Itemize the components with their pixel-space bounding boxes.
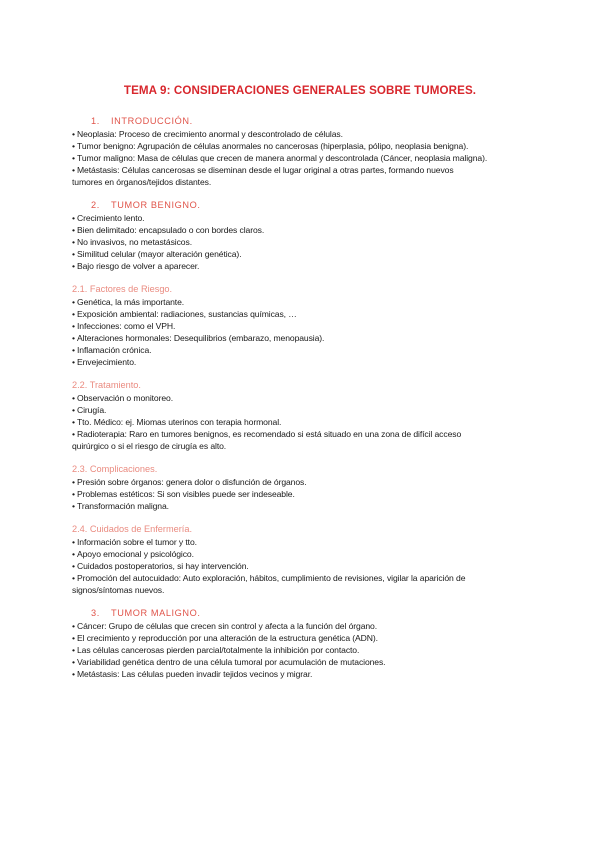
- subsection-tratamiento: [72, 379, 560, 452]
- section-number: 1.: [91, 116, 100, 126]
- list-item-continuation: signos/síntomas nuevos.: [72, 585, 165, 595]
- list-item: • Variabilidad genética dentro de una célula tumoral por acumulación de mutaciones.: [72, 657, 386, 667]
- subsection-title: 2.4. Cuidados de Enfermería.: [72, 524, 193, 534]
- list-item: • El crecimiento y reproducción por una alteración de la estructura genética (ADN).: [72, 633, 378, 643]
- subsection-title: 2.1. Factores de Riesgo.: [72, 284, 173, 294]
- section-title: TUMOR BENIGNO.: [111, 200, 201, 210]
- subsection-factores-riesgo: [72, 283, 560, 368]
- list-item: • Metástasis: Células cancerosas se diseminan desde el lugar original a otras partes, formando nuevos: [72, 165, 454, 175]
- list-item: • Metástasis: Las células pueden invadir tejidos vecinos y migrar.: [72, 669, 313, 679]
- list-item: • Tumor benigno: Agrupación de células anormales no cancerosas (hiperplasia, pólipo, neoplasia benigna).: [72, 141, 469, 151]
- section-heading: [72, 115, 560, 127]
- list-item: • Genética, la más importante.: [72, 297, 185, 307]
- list-item: • No invasivos, no metastásicos.: [72, 237, 192, 247]
- section-heading: [72, 199, 560, 211]
- list-item: • Neoplasia: Proceso de crecimiento anormal y descontrolado de células.: [72, 129, 343, 139]
- bullet-list: [72, 476, 560, 512]
- list-item: • Observación o monitoreo.: [72, 393, 174, 403]
- list-item: • Crecimiento lento.: [72, 213, 145, 223]
- list-item-continuation: tumores en órganos/tejidos distantes.: [72, 177, 212, 187]
- list-item: • Radioterapia: Raro en tumores benignos, es recomendado si está situado en una zona de difícil acceso: [72, 429, 462, 439]
- section-tumor-maligno: [72, 607, 560, 680]
- list-item: • Información sobre el tumor y tto.: [72, 537, 197, 547]
- section-title: TUMOR MALIGNO.: [111, 608, 201, 618]
- list-item: • Infecciones: como el VPH.: [72, 321, 176, 331]
- section-heading: [72, 607, 560, 619]
- list-item: • Cirugía.: [72, 405, 107, 415]
- list-item: • Cáncer: Grupo de células que crecen sin control y afecta a la función del órgano.: [72, 621, 378, 631]
- subsection-title: 2.2. Tratamiento.: [72, 380, 141, 390]
- bullet-list: [72, 128, 560, 188]
- bullet-list: [72, 392, 560, 452]
- list-item: • Presión sobre órganos: genera dolor o disfunción de órganos.: [72, 477, 307, 487]
- section-tumor-benigno: [72, 199, 560, 272]
- list-item: • Problemas estéticos: Si son visibles puede ser indeseable.: [72, 489, 295, 499]
- section-number: 3.: [91, 608, 100, 618]
- subsection-cuidados-enfermeria: [72, 523, 560, 596]
- list-item: • Las células cancerosas pierden parcial/totalmente la inhibición por contacto.: [72, 645, 360, 655]
- list-item: • Cuidados postoperatorios, si hay intervención.: [72, 561, 249, 571]
- bullet-list: [72, 536, 560, 596]
- list-item: • Promoción del autocuidado: Auto exploración, hábitos, cumplimiento de revisiones, vigilar la aparición de: [72, 573, 466, 583]
- list-item: • Tto. Médico: ej. Miomas uterinos con terapia hormonal.: [72, 417, 282, 427]
- list-item: • Bien delimitado: encapsulado o con bordes claros.: [72, 225, 265, 235]
- list-item: • Inflamación crónica.: [72, 345, 152, 355]
- list-item-continuation: quirúrgico o si el riesgo de cirugía es alto.: [72, 441, 227, 451]
- section-title: INTRODUCCIÓN.: [111, 116, 193, 126]
- document-body: [72, 115, 560, 691]
- list-item: • Apoyo emocional y psicológico.: [72, 549, 194, 559]
- subsection-title: 2.3. Complicaciones.: [72, 464, 158, 474]
- list-item: • Alteraciones hormonales: Desequilibrios (embarazo, menopausia).: [72, 333, 325, 343]
- list-item: • Bajo riesgo de volver a aparecer.: [72, 261, 200, 271]
- list-item: • Tumor maligno: Masa de células que crecen de manera anormal y descontrolada (Cáncer, neoplasia maligna).: [72, 153, 488, 163]
- document-title: TEMA 9: CONSIDERACIONES GENERALES SOBRE TUMORES.: [123, 84, 477, 97]
- section-introduccion: [72, 115, 560, 188]
- bullet-list: [72, 296, 560, 368]
- list-item: • Exposición ambiental: radiaciones, sustancias químicas, …: [72, 309, 297, 319]
- bullet-list: [72, 212, 560, 272]
- list-item: • Transformación maligna.: [72, 501, 169, 511]
- subsection-complicaciones: [72, 463, 560, 512]
- list-item: • Envejecimiento.: [72, 357, 137, 367]
- list-item: • Similitud celular (mayor alteración genética).: [72, 249, 242, 259]
- section-number: 2.: [91, 200, 100, 210]
- bullet-list: [72, 620, 560, 680]
